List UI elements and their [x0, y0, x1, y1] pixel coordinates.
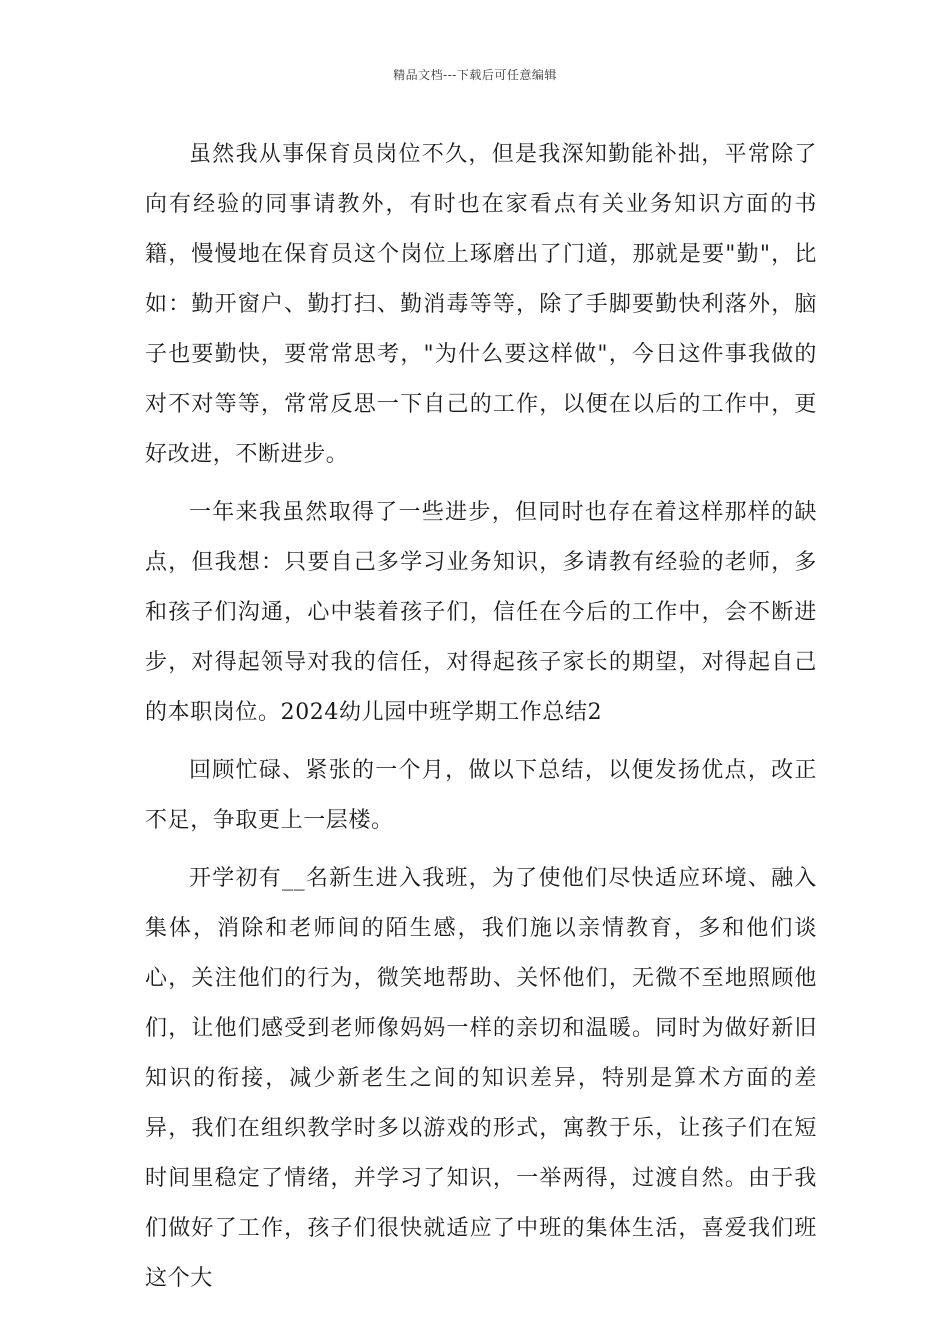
paragraph: 回顾忙碌、紧张的一个月，做以下总结，以便发扬优点，改正不足，争取更上一层楼。	[145, 758, 817, 833]
page-header: 精品文档---下载后可任意编辑	[393, 68, 557, 82]
paragraph: 一年来我虽然取得了一些进步，但同时也存在着这样那样的缺点，但我想：只要自己多学习业务知识，多请教有经验的老师，多和孩子们沟通，心中装着孩子们，信任在今后的工作中，会不断进步，对得起领导对我的信任，对得起孩子家长的期望，对得起自己的本职岗位。2024幼儿园中班学期工作总结2	[145, 500, 817, 725]
paragraph: 虽然我从事保育员岗位不久，但是我深知勤能补拙，平常除了向有经验的同事请教外，有时也在家看点有关业务知识方面的书籍，慢慢地在保育员这个岗位上琢磨出了门道，那就是要"勤"，比如：勤开窗户、勤打扫、勤消毒等等，除了手脚要勤快利落外，脑子也要勤快，要常常思考，"为什么要这样做"，今日这件事我做的对不对等等，常常反思一下自己的工作，以便在以后的工作中，更好改进，不断进步。	[145, 142, 817, 467]
paragraph: 开学初有__名新生进入我班，为了使他们尽快适应环境、融入集体，消除和老师间的陌生感，我们施以亲情教育，多和他们谈心，关注他们的行为，微笑地帮助、关怀他们，无微不至地照顾他们，让他们感受到老师像妈妈一样的亲切和温暖。同时为做好新旧知识的衔接，减少新老生之间的知识差异，特别是算术方面的差异，我们在组织教学时多以游戏的形式，寓教于乐，让孩子们在短时间里稳定了情绪，并学习了知识，一举两得，过渡自然。由于我们做好了工作，孩子们很快就适应了中班的集体生活，喜爱我们班这个大	[145, 866, 817, 1291]
document-body	[145, 130, 817, 1312]
